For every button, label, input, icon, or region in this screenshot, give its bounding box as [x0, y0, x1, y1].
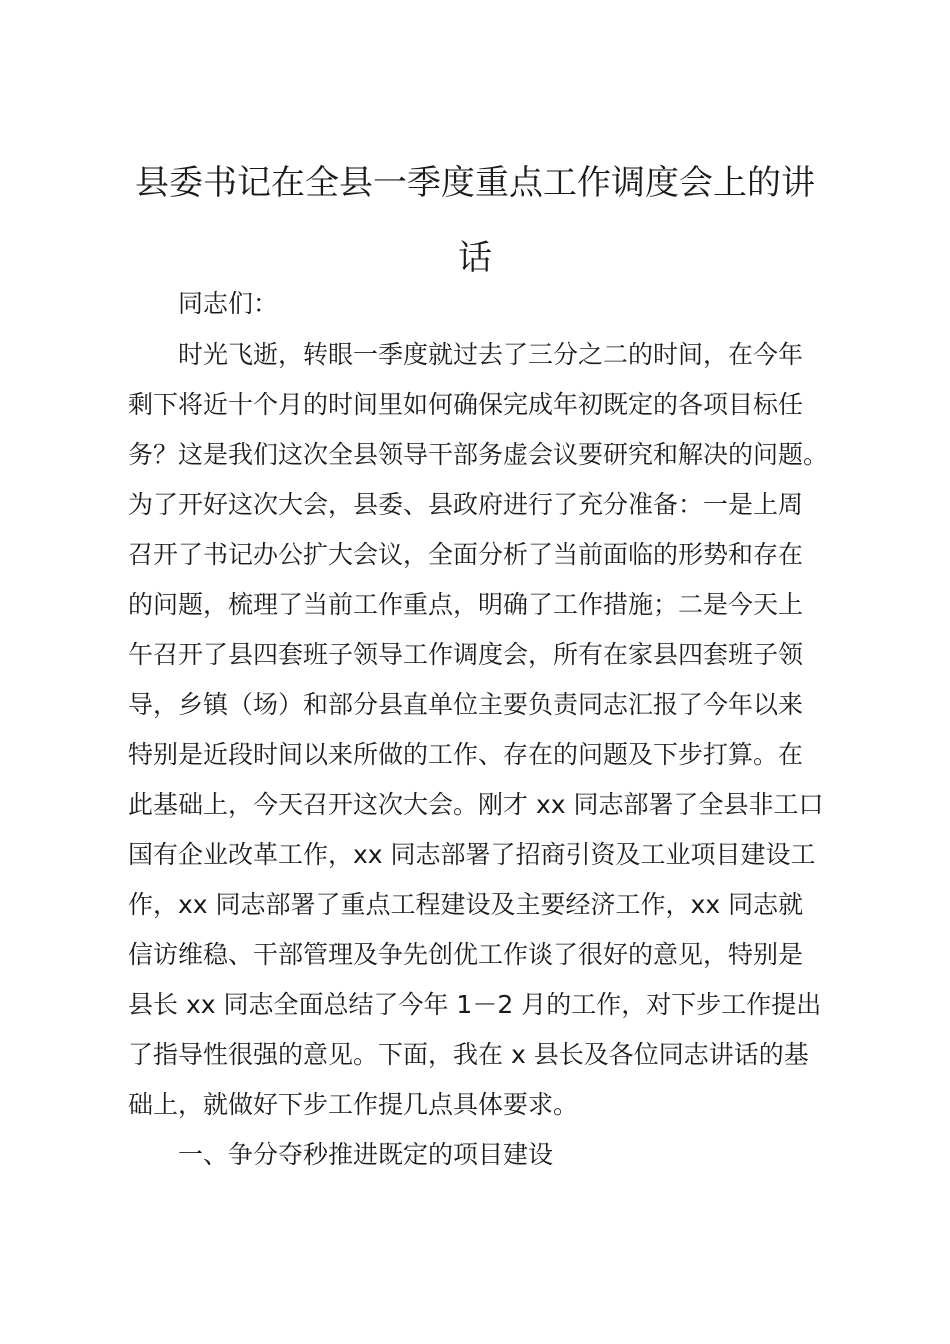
section-heading: 一、争分夺秒推进既定的项目建设 [178, 1140, 554, 1169]
paragraph-line: 信访维稳、干部管理及争先创优工作谈了很好的意见，特别是 [128, 940, 804, 969]
paragraph-line: 的问题，梳理了当前工作重点，明确了工作措施；二是今天上 [128, 590, 804, 619]
paragraph-line: 国有企业改革工作，xx 同志部署了招商引资及工业项目建设工 [128, 840, 816, 869]
document-title-line2: 话 [458, 238, 492, 278]
paragraph-line: 务？这是我们这次全县领导干部务虚会议要研究和解决的问题。 [128, 440, 829, 469]
paragraph-line: 为了开好这次大会，县委、县政府进行了充分准备：一是上周 [128, 490, 804, 519]
paragraph-line: 此基础上，今天召开这次大会。刚才 xx 同志部署了全县非工口 [128, 790, 824, 819]
paragraph-line: 导，乡镇（场）和部分县直单位主要负责同志汇报了今年以来 [128, 690, 804, 719]
paragraph-line: 午召开了县四套班子领导工作调度会，所有在家县四套班子领 [128, 640, 804, 669]
paragraph-line: 县长 xx 同志全面总结了今年 1－2 月的工作，对下步工作提出 [128, 990, 822, 1019]
paragraph-line: 剩下将近十个月的时间里如何确保完成年初既定的各项目标任 [128, 390, 804, 419]
salutation: 同志们： [178, 289, 279, 318]
paragraph-line: 特别是近段时间以来所做的工作、存在的问题及下步打算。在 [128, 740, 804, 769]
paragraph-line: 础上，就做好下步工作提几点具体要求。 [128, 1090, 579, 1119]
paragraph-line: 召开了书记办公扩大会议，全面分析了当前面临的形势和存在 [128, 540, 804, 569]
paragraph-line: 作，xx 同志部署了重点工程建设及主要经济工作，xx 同志就 [128, 890, 804, 919]
paragraph-line: 了指导性很强的意见。下面，我在 x 县长及各位同志讲话的基 [128, 1040, 809, 1069]
document-title-line1: 县委书记在全县一季度重点工作调度会上的讲 [135, 163, 815, 203]
paragraph-line: 时光飞逝，转眼一季度就过去了三分之二的时间，在今年 [178, 340, 804, 369]
